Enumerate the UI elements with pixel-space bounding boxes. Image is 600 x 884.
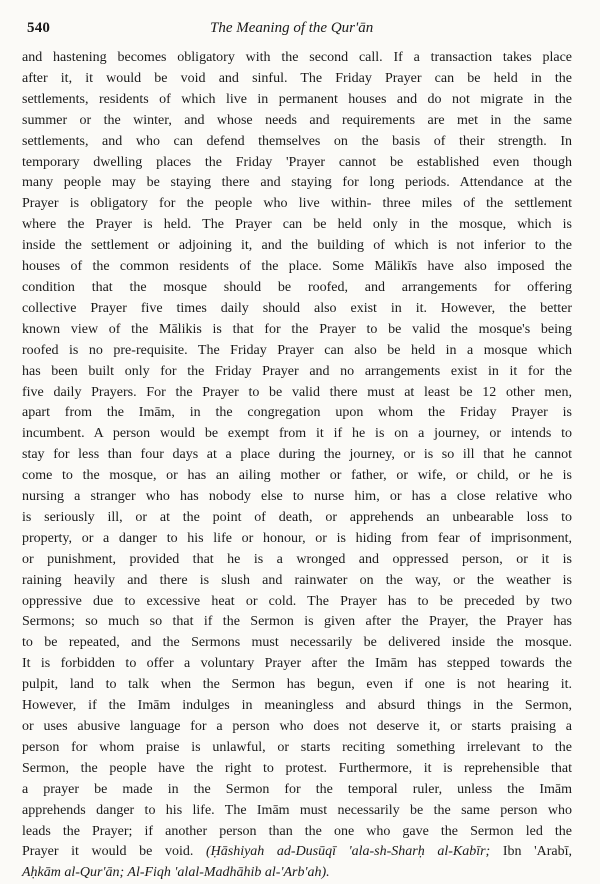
body-line: a prayer be made in the Sermon for the temporal ruler, unless the Imām	[22, 781, 572, 797]
closing-text: Prayer it would be void.	[22, 844, 206, 860]
body-line: It is forbidden to offer a voluntary Prayer after the Imām has stepped towards the	[22, 656, 572, 672]
body-line: to be repeated, and the Sermons must necessarily be delivered inside the mosque.	[22, 635, 572, 651]
body-line: houses of the common residents of the place. Some Mālikīs have also imposed the	[22, 259, 572, 275]
body-line: settlements, residents of which live in permanent houses and do not migrate in the	[22, 91, 572, 107]
body-line: many people may be staying there and staying for long periods. Attendance at the	[22, 175, 572, 191]
body-line: known view of the Mālikis is that for the Prayer to be valid the mosque's being	[22, 321, 572, 337]
body-text	[22, 48, 572, 884]
body-line: or uses abusive language for a person who does not deserve it, or starts praising a	[22, 719, 572, 734]
body-line: condition that the mosque should be roofed, and arrangements for offering	[22, 279, 572, 295]
body-line: temporary dwelling places the Friday 'Prayer cannot be established even though	[22, 154, 572, 170]
body-line: However, if the Imām indulges in meaningless and absurd things in the Sermon,	[22, 698, 572, 714]
body-line: incumbent. A person would be exempt from it if he is on a journey, or intends to	[22, 426, 572, 442]
body-line: where the Prayer is held. The Prayer can be held only in the mosque, which is	[22, 217, 572, 233]
body-line: Sermons; so much so that if the Sermon is given after the Prayer, the Prayer has	[22, 614, 572, 630]
body-line: pulpit, land to talk when the Sermon has begun, even if one is not hearing it.	[22, 677, 572, 693]
body-line: stay for less than four days at a place during the journey, or is so ill that he cannot	[22, 447, 572, 463]
body-line: and hastening becomes obligatory with the second call. If a transaction takes place	[22, 50, 572, 65]
body-line: inside the settlement or adjoining it, and the building of which is not inferior to the	[22, 238, 572, 254]
page-number: 540	[27, 20, 51, 36]
body-line: apprehends danger to his life. The Imām must necessarily be the same person who	[22, 802, 572, 818]
body-line: leads the Prayer; if another person than the one who gave the Sermon led the	[22, 823, 572, 839]
citation-author: Ibn 'Arabī,	[490, 844, 573, 860]
citation-reference: (Ḥāshiyah ad-Dusūqī 'ala-sh-Sharḥ al-Kabīr;	[205, 844, 491, 860]
body-line-closing-2: Aḥkām al-Qur'ān; Al-Fiqh 'alal-Madhāhib al-'Arb'ah).	[22, 865, 330, 881]
body-line: summer or the winter, and whose needs and requirements are met in the same	[22, 112, 572, 128]
body-line: nursing a stranger who has nobody else to nurse him, or has a close relative who	[22, 489, 572, 505]
body-line: five daily Prayers. For the Prayer to be valid there must at least be 12 other men,	[22, 384, 572, 400]
body-line: come to the mosque, or has an ailing mother or father, or wife, or child, or he is	[22, 468, 572, 484]
body-line: raining heavily and there is slush and rainwater on the way, or the weather is	[22, 572, 572, 588]
body-line: Prayer is obligatory for the people who live within- three miles of the settlement	[22, 196, 572, 212]
body-line: property, or a danger to his life or honour, or is hiding from fear of imprisonment,	[22, 530, 572, 546]
body-line: roofed is no pre-requisite. The Friday Prayer can also be held in a mosque which	[22, 342, 572, 358]
body-line: oppressive due to excessive heat or cold. The Prayer has to be preceded by two	[22, 593, 572, 609]
body-lines	[22, 48, 572, 842]
body-line: Sermon, the people have the right to protest. Furthermore, it is reprehensible that	[22, 760, 572, 776]
body-line: settlements, and who can defend themselves on the basis of their strength. In	[22, 133, 572, 149]
body-line: collective Prayer five times daily should also exist in it. However, the better	[22, 300, 572, 316]
body-line: has been built only for the Friday Prayer and no arrangements exist in it for the	[22, 363, 572, 379]
body-line: is seriously ill, or at the point of death, or apprehends an unbearable loss to	[22, 509, 572, 525]
running-header: The Meaning of the Qur'ān	[210, 20, 374, 36]
body-line: person for whom praise is unlawful, or starts reciting something irrelevant to the	[22, 739, 572, 755]
body-line: or punishment, provided that he is a wronged and oppressed person, or it is	[22, 551, 572, 567]
body-line: apart from the Imām, in the congregation upon whom the Friday Prayer is	[22, 405, 572, 421]
body-line: after it, it would be void and sinful. The Friday Prayer can be held in the	[22, 70, 572, 86]
